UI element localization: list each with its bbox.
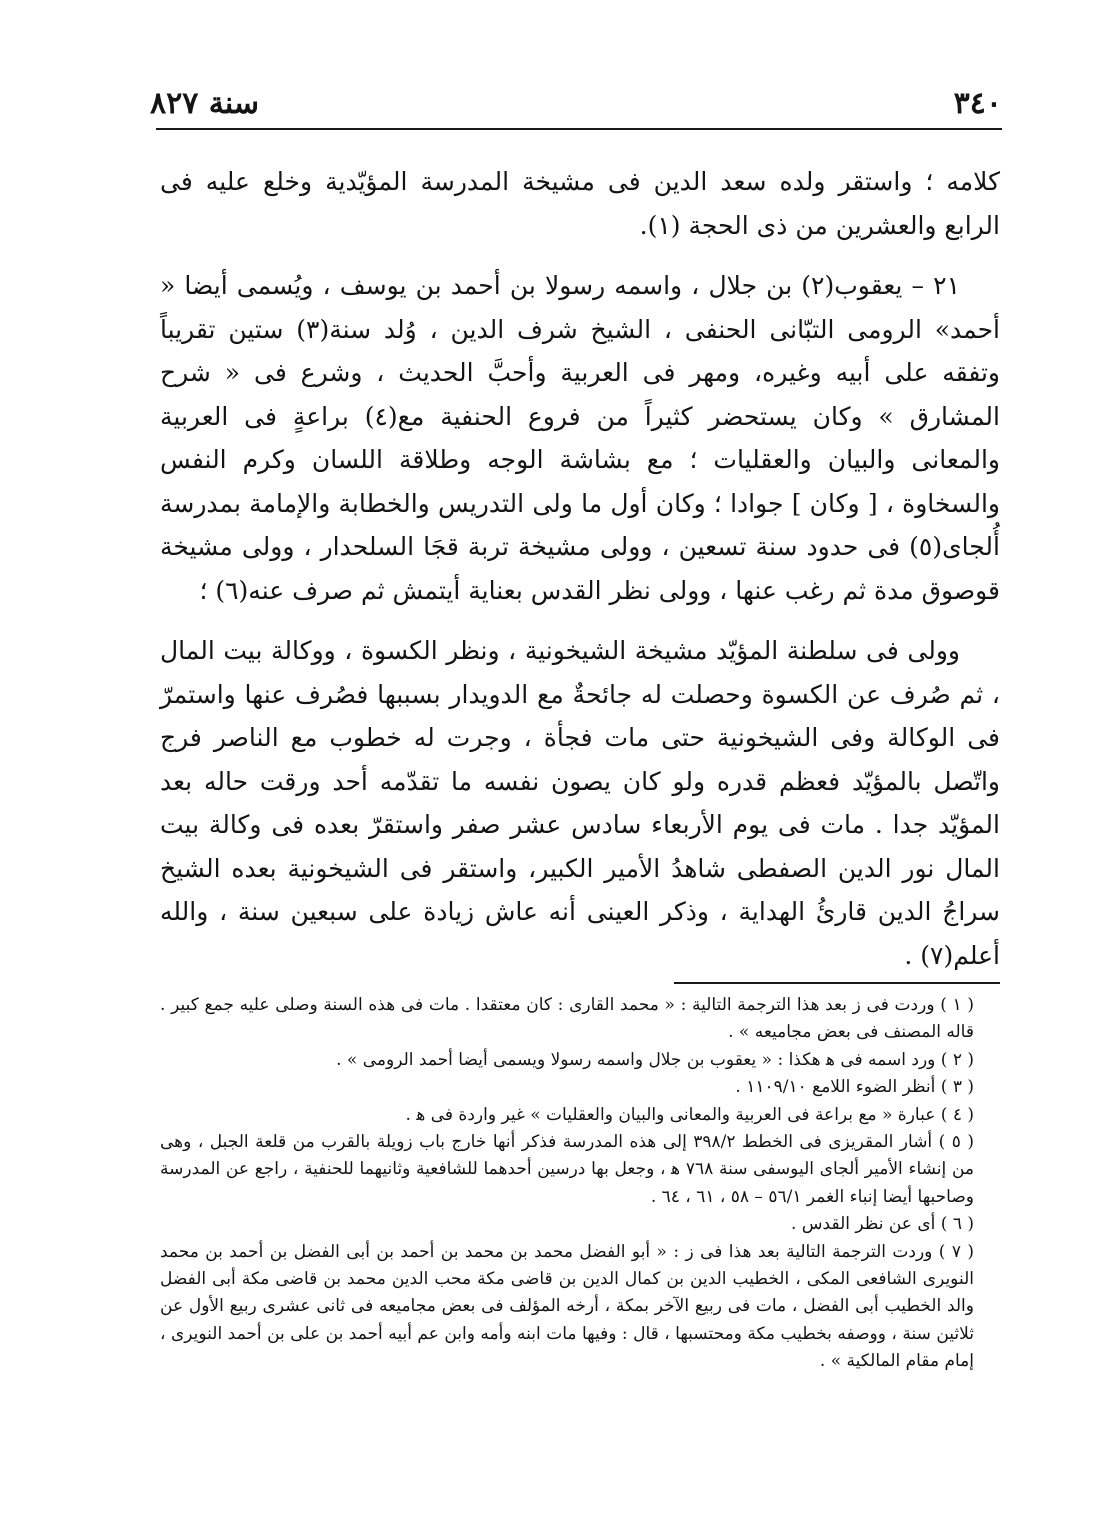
- header-divider: [156, 128, 1002, 130]
- paragraph-2: ٢١ – يعقوب(٢) بن جلال ، واسمه رسولا بن أحمد بن يوسف ، ويُسمى أيضا « أحمد» الرومى التبّانى الحنفى ، الشيخ شرف الدين ، وُلد سنة(٣) ستين تقريباً وتفقه على أبيه وغيره، ومهر فى العربية وأحبَّ الحديث ، وشرع فى « شرح المشارق » وكان يستحضر كثيراً من فروع الحنفية مع(٤) براعةٍ فى العربية والمعانى والبيان والعقليات ؛ مع بشاشة الوجه وطلاقة اللسان وكرم النفس والسخاوة ، [ وكان ] جوادا ؛ وكان أول ما ولى التدريس والخطابة والإمامة بمدرسة أُلجاى(٥) فى حدود سنة تسعين ، وولى مشيخة تربة قجَا السلحدار ، وولى مشيخة قوصوق مدة ثم رغب عنها ، وولى نظر القدس بعناية أيتمش ثم صرف عنه(٦) ؛: [160, 271, 1000, 605]
- footnote-5: ( ٥ ) أشار المقريزى فى الخطط ٣٩٨/٢ إلى هذه المدرسة فذكر أنها خارج باب زويلة بالقرب من قلعة الجبل ، وهى من إنشاء الأمير ألجاى اليوسفى سنة ٧٦٨ ﻫ ، وجعل بها درسين أحدهما للشافعية وثانيهما للحنفية ، راجع عن المدرسة وصاحبها أيضا إنباء الغمر ٥٦/١ – ٥٨ ، ٦١ ، ٦٤ .: [160, 1132, 974, 1207]
- footnote-1: ( ١ ) وردت فى ز بعد هذا الترجمة التالية : « محمد القارى : كان معتقدا . مات فى هذه السنة وصلى عليه جمع كبير . قاله المصنف فى بعض مجاميعه » .: [160, 995, 974, 1043]
- page-number: ٣٤٠: [953, 86, 1002, 121]
- footnote-3: ( ٣ ) أنظر الضوء اللامع ١١٠٩/١٠ .: [735, 1077, 974, 1098]
- footnote-divider: [674, 982, 1000, 984]
- footnote-6: ( ٦ ) أى عن نظر القدس .: [791, 1214, 974, 1235]
- page-header: [150, 86, 1002, 126]
- running-head-year: سنة ٨٢٧: [150, 86, 260, 121]
- main-text: [160, 160, 1000, 977]
- footnotes: [160, 992, 1000, 1376]
- footnote-4: ( ٤ ) عبارة « مع براعة فى العربية والمعانى والبيان والعقليات » غير واردة فى ﻫ .: [405, 1104, 974, 1125]
- footnote-7: ( ٧ ) وردت الترجمة التالية بعد هذا فى ز : « أبو الفضل محمد بن محمد بن أحمد بن أبى الفضل بن أحمد بن محمد النويرى الشافعى المكى ، الخطيب الدين بن كمال الدين بن قاضى مكة محب الدين محمد بن قاضى مكة أبى الفضل والد الخطيب أبى الفضل ، مات فى ربيع الآخر بمكة ، أرخه المؤلف فى بعض مجاميعه فى ثانى عشرى ربيع الأول عن ثلاثين سنة ، ووصفه بخطيب مكة ومحتسبها ، قال : وفيها مات ابنه وأمه وابن عم أبيه أحمد بن على بن أحمد النويرى ، إمام مقام المالكية » .: [160, 1241, 974, 1372]
- footnote-2: ( ٢ ) ورد اسمه فى ﻫ هكذا : « يعقوب بن جلال واسمه رسولا ويسمى أيضا أحمد الرومى » .: [336, 1049, 974, 1070]
- paragraph-3: وولى فى سلطنة المؤيّد مشيخة الشيخونية ، ونظر الكسوة ، ووكالة بيت المال ، ثم صُرف عن الكسوة وحصلت له جائحةٌ مع الدويدار بسببها فصُرف عنها واستمرّ فى الوكالة وفى الشيخونية حتى مات فجأة ، وجرت له خطوب مع الناصر فرج واتّصل بالمؤيّد فعظم قدره ولو كان يصون نفسه ما تقدّمه أحد ورقت حاله بعد المؤيّد جدا . مات فى يوم الأربعاء سادس عشر صفر واستقرّ بعده فى وكالة بيت المال نور الدين الصفطى شاهدُ الأمير الكبير، واستقر فى الشيخونية بعده الشيخ سراجُ الدين قارئُ الهداية ، وذكر العينى أنه عاش زيادة على سبعين سنة ، والله أعلم(٧) .: [160, 636, 1001, 970]
- paragraph-1: كلامه ؛ واستقر ولده سعد الدين فى مشيخة المدرسة المؤيّدية وخلع عليه فى الرابع والعشرين من ذى الحجة (١).: [160, 167, 1000, 240]
